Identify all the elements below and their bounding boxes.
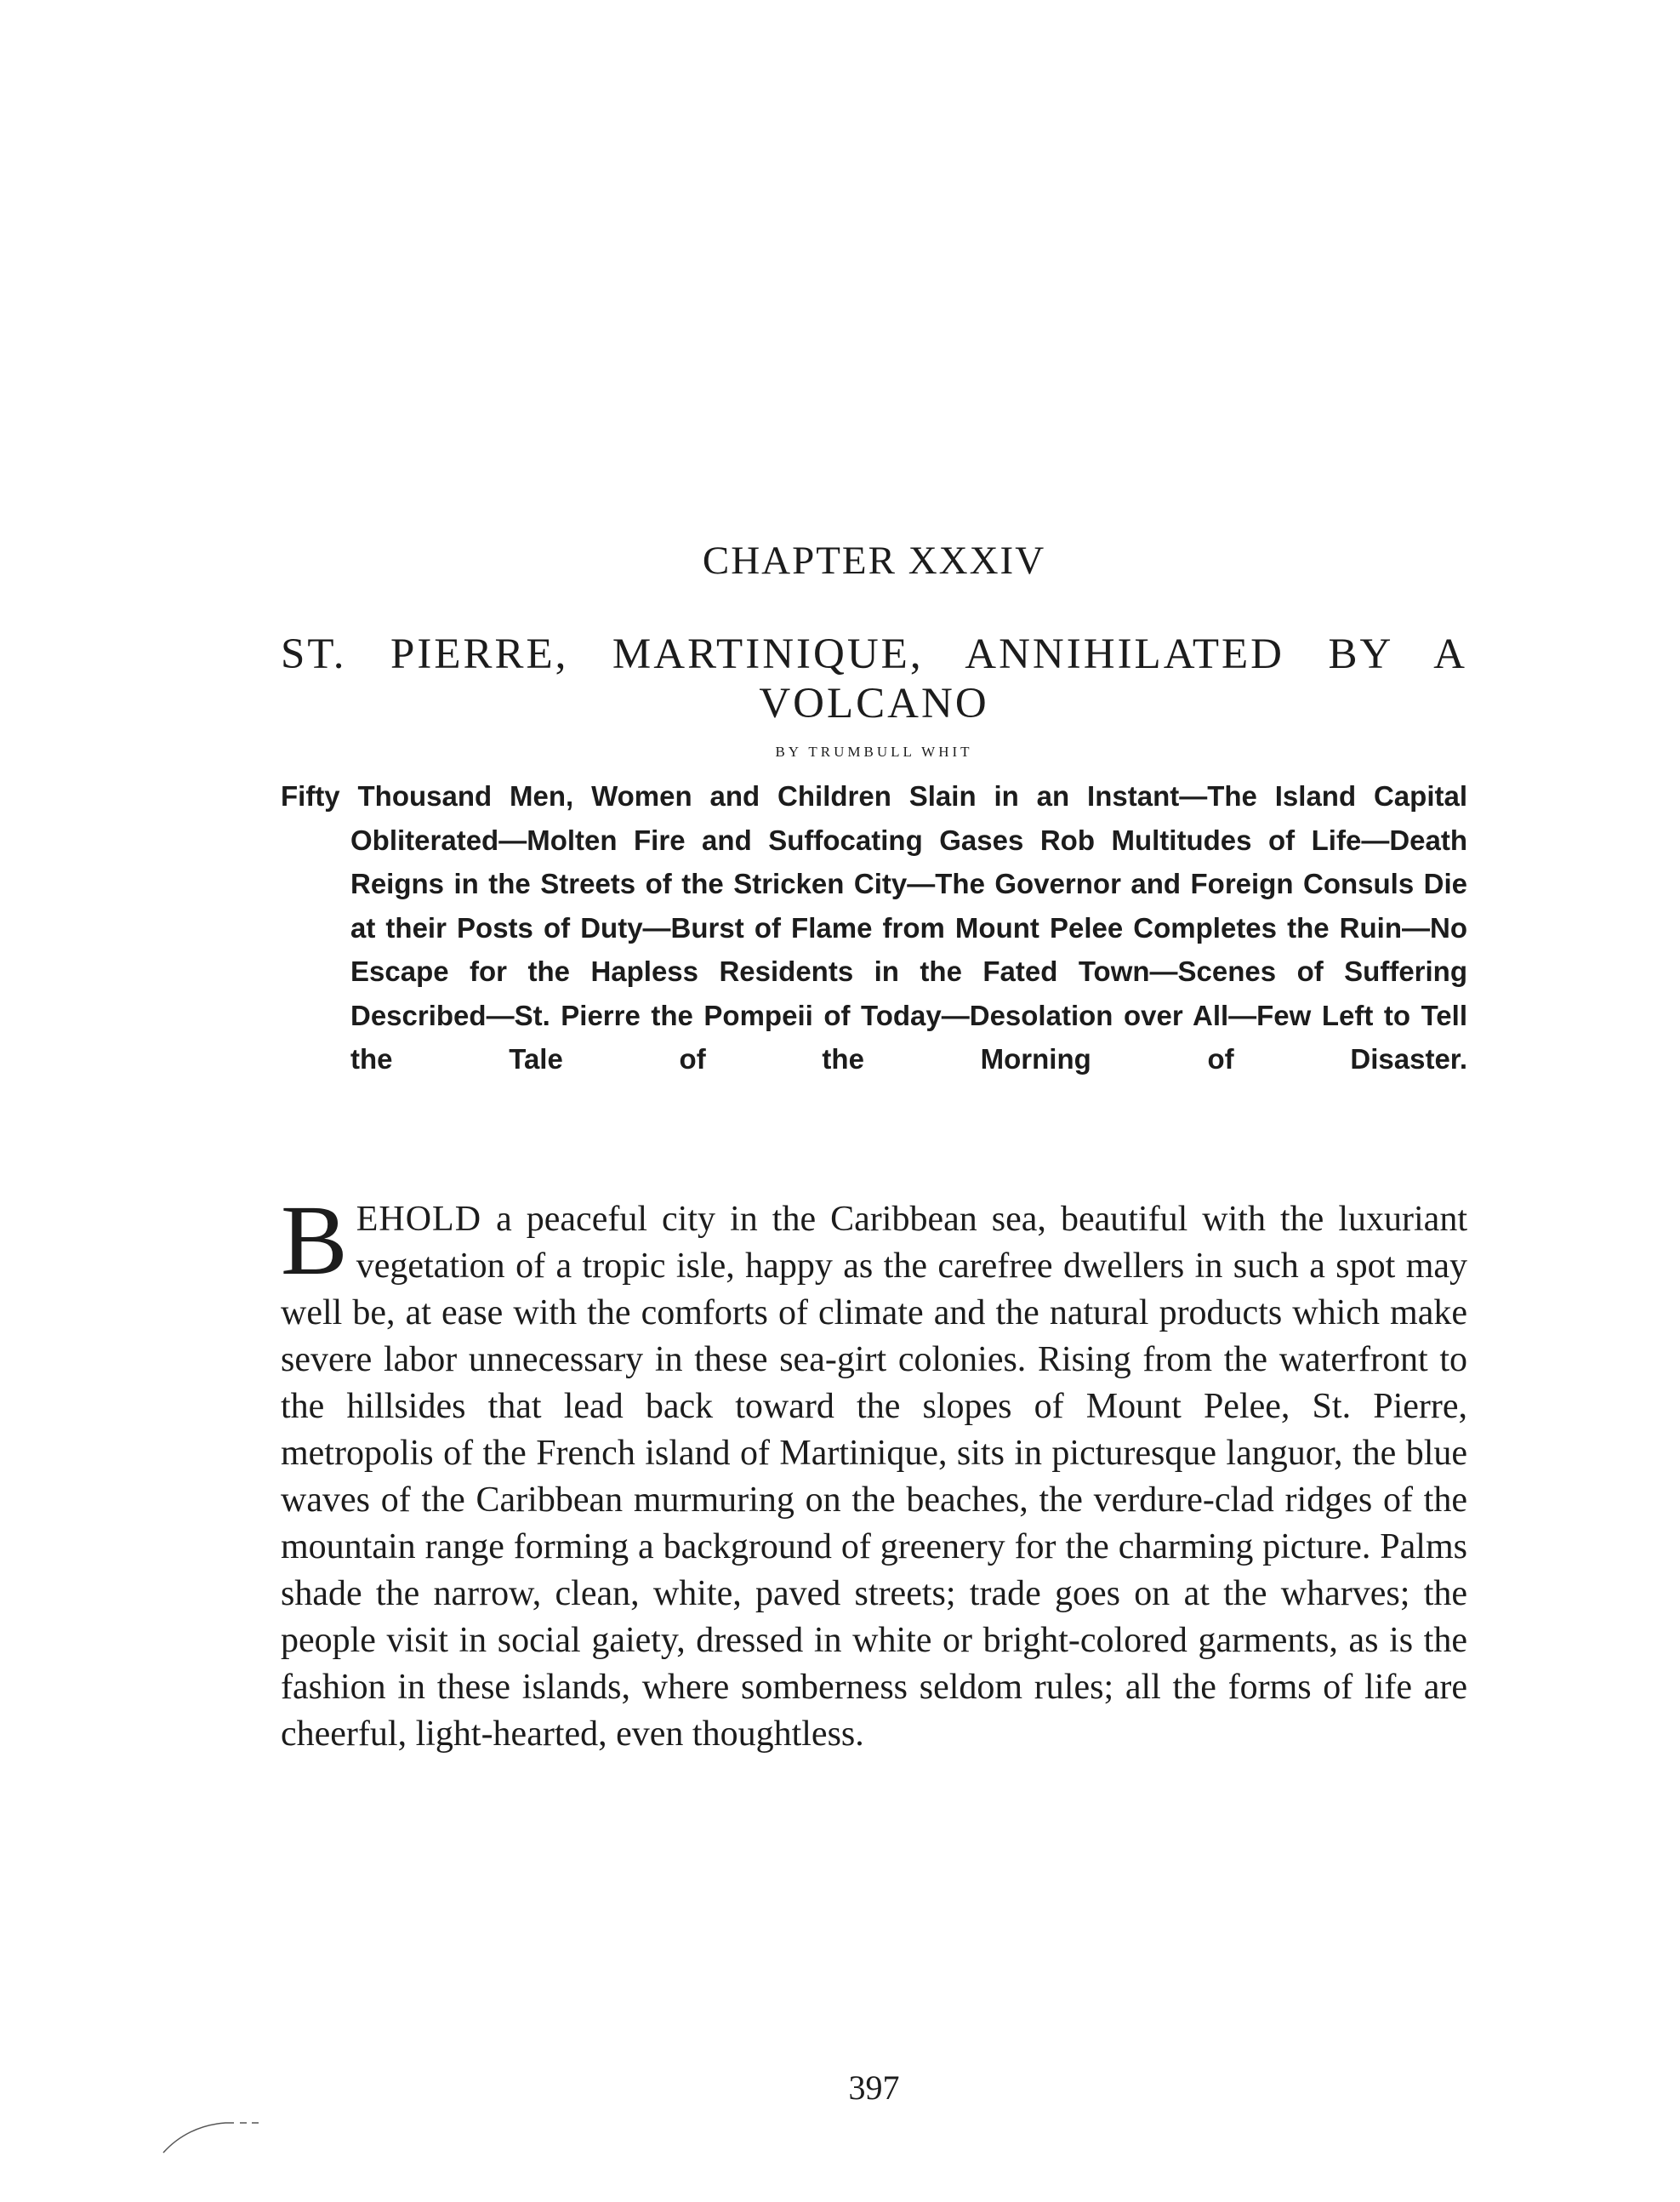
paragraph-text: a peaceful city in the Caribbean sea, beautiful with the luxuriant vegetation of a tropic isle, happy as the carefree dwellers in such a spot may well be, at ease with the comforts of climate and the natural products which make severe labor unnecessary in these sea-girt colonies. Rising from the waterfront to the hillsides that lead back toward the slopes of Mount Pelee, St. Pierre, metropolis of the French island of Martinique, sits in picturesque languor, the blue waves of the Caribbean murmuring on the beaches, the verdure-clad ridges of the mountain range forming a background of greenery for the charming picture. Palms shade the narrow, clean, white, paved streets; trade goes on at the wharves; the people visit in social gaiety, dressed in white or bright-colored garments, as is the fashion in these islands, where somberness seldom rules; all the forms of life are cheerful, light-hearted, even thoughtless. [281,1200,1467,1754]
chapter-summary: Fifty Thousand Men, Women and Children Slain in an Instant—The Island Capital Obliterated—Molten Fire and Suffocating Gases Rob Multitudes of Life—Death Reigns in the Streets of the Stricken City—The Governor and Foreign Consuls Die at their Posts of Duty—Burst of Flame from Mount Pelee Completes the Ruin—No Escape for the Hapless Residents in the Fated Town—Scenes of Suffering Described—St. Pierre the Pompeii of Today—Desolation over All—Few Left to Tell the Tale of the Morning of Disaster. [281,780,1467,1075]
chapter-title [281,630,1467,728]
chapter-title-line-1: ST. PIERRE, MARTINIQUE, ANNIHILATED BY A [281,630,1467,678]
chapter-heading: CHAPTER XXXIV [702,539,1046,583]
drop-cap: B [281,1184,348,1296]
body-paragraph [281,1184,1467,1758]
scan-pen-mark [162,2106,289,2157]
chapter-title-line-2: VOLCANO [759,680,989,727]
book-page [281,0,1467,2202]
page-number: 397 [848,2068,900,2107]
opening-word-rest: EHOLD [356,1200,482,1239]
author-byline: BY TRUMBULL WHIT [775,744,973,760]
